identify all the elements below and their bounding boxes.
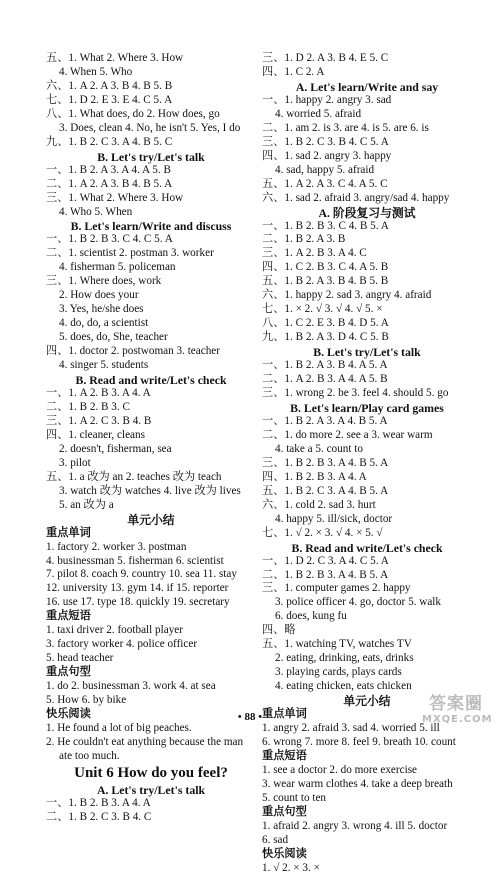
subsection-heading: 重点句型 <box>262 805 307 818</box>
page-number: • 88 • <box>237 711 263 723</box>
answer-line: 2. He couldn't eat anything because the man <box>46 735 244 748</box>
answer-line-continued: 5. an 改为 a <box>59 498 114 511</box>
subsection-heading: 快乐阅读 <box>46 707 91 720</box>
answer-line: 四、1. C 2. A <box>262 65 325 78</box>
section-heading: B. Let's try/Let's talk <box>97 149 205 164</box>
answer-line-continued: 4. take a 5. count to <box>275 442 363 455</box>
answer-line: 六、1. happy 2. sad 3. angry 4. afraid <box>262 289 432 302</box>
section-heading: 单元小结 <box>127 512 175 527</box>
answer-line: 四、1. cleaner, cleans <box>46 428 145 441</box>
answer-line: 三、1. A 2. C 3. B 4. B <box>46 414 152 427</box>
answer-line-continued: 4. worried 5. afraid <box>275 107 362 120</box>
answer-line: 六、1. A 2. A 3. B 4. B 5. B <box>46 79 173 92</box>
answer-line-continued: 4. happy 5. ill/sick, doctor <box>275 512 393 525</box>
answer-line: 一、1. B 2. B 3. A 4. A <box>46 796 151 809</box>
section-heading: B. Let's learn/Play card games <box>290 400 444 415</box>
answer-line: 1. He found a lot of big peaches. <box>46 721 192 734</box>
answer-line: 三、1. D 2. A 3. B 4. E 5. C <box>262 52 389 64</box>
unit-title: Unit 6 How do you feel? <box>74 764 228 781</box>
answer-line: 四、略 <box>262 624 296 637</box>
answer-line: 一、1. A 2. B 3. A 4. A <box>46 387 151 400</box>
section-heading: B. Read and write/Let's check <box>291 540 443 555</box>
answer-line: 五、1. A 2. A 3. C 4. A 5. C <box>262 177 388 190</box>
answer-line-continued: 3. pilot <box>59 456 91 469</box>
answer-line: 二、1. scientist 2. postman 3. worker <box>46 247 214 260</box>
answer-line-continued: 3. Yes, he/she does <box>59 303 144 316</box>
answer-line: 二、1. B 2. B 3. A 4. B 5. A <box>262 568 389 581</box>
answer-line: 三、1. wrong 2. be 3. feel 4. should 5. go <box>262 387 449 400</box>
answer-line: 五、1. a 改为 an 2. teaches 改为 teach <box>46 470 222 483</box>
answer-line: 六、1. sad 2. afraid 3. angry/sad 4. happy <box>262 191 450 204</box>
answer-line: 一、1. B 2. A 3. A 4. A 5. B <box>46 163 171 176</box>
answer-line: 二、1. A 2. B 3. A 4. A 5. B <box>262 373 388 386</box>
left-column <box>46 52 256 825</box>
answer-line: 三、1. A 2. B 3. A 4. C <box>262 247 367 260</box>
answer-line: 五、1. watching TV, watches TV <box>262 638 412 651</box>
answer-line: 七、1. √ 2. × 3. √ 4. × 5. √ <box>262 526 383 539</box>
answer-line: 三、1. What 2. Where 3. How <box>46 191 184 204</box>
answer-line: 四、1. doctor 2. postwoman 3. teacher <box>46 345 220 358</box>
answer-line: 5. count to ten <box>262 791 327 804</box>
section-heading: B. Let's learn/Write and discuss <box>70 219 232 234</box>
subsection-heading: 快乐阅读 <box>262 847 307 860</box>
answer-line: 三、1. computer games 2. happy <box>262 582 411 595</box>
answer-line: 一、1. B 2. A 3. B 4. A 5. A <box>262 359 388 372</box>
answer-line: 一、1. B 2. B 3. C 4. B 5. A <box>262 219 389 232</box>
answer-line: 九、1. B 2. C 3. A 4. B 5. C <box>46 135 173 148</box>
answer-line: 八、1. What does, do 2. How does, go <box>46 107 220 120</box>
subsection-heading: 重点单词 <box>46 526 91 539</box>
answer-line-continued: ate too much. <box>59 749 120 762</box>
answer-line: 八、1. C 2. E 3. B 4. D 5. A <box>262 317 389 330</box>
answer-line: 五、1. What 2. Where 3. How <box>46 52 184 64</box>
answer-line: 5. How 6. by bike <box>46 694 127 707</box>
watermark-logo <box>422 694 493 730</box>
answer-line: 6. wrong 7. more 8. feel 9. breath 10. count <box>262 735 456 748</box>
answer-line: 3. factory worker 4. police officer <box>46 638 198 651</box>
section-heading: B. Read and write/Let's check <box>75 373 227 388</box>
answer-line-continued: 3. police officer 4. go, doctor 5. walk <box>275 596 442 609</box>
answer-line: 七、1. D 2. E 3. E 4. C 5. A <box>46 93 173 106</box>
section-heading: A. Let's try/Let's talk <box>96 782 206 797</box>
right-column <box>262 52 472 876</box>
subsection-heading: 重点句型 <box>46 666 91 679</box>
answer-line: 二、1. A 2. A 3. B 4. B 5. A <box>46 177 173 190</box>
answer-line: 一、1. happy 2. angry 3. sad <box>262 93 392 106</box>
answer-line: 六、1. cold 2. sad 3. hurt <box>262 498 376 511</box>
answer-line: 二、1. B 2. C 3. B 4. C <box>46 810 152 823</box>
answer-line: 四、1. C 2. B 3. C 4. A 5. B <box>262 261 389 274</box>
answer-line: 四、1. sad 2. angry 3. happy <box>262 149 392 162</box>
answer-line: 5. head teacher <box>46 652 114 665</box>
answer-line: 一、1. B 2. A 3. A 4. B 5. A <box>262 414 388 427</box>
answer-line-continued: 4. do, do, a scientist <box>59 317 149 330</box>
answer-line: 一、1. B 2. B 3. C 4. C 5. A <box>46 233 173 246</box>
answer-line: 三、1. B 2. B 3. A 4. B 5. A <box>262 456 389 469</box>
answer-line-continued: 4. singer 5. students <box>59 359 149 372</box>
subsection-heading: 重点单词 <box>262 708 307 721</box>
answer-line: 7. pilot 8. coach 9. country 10. sea 11. stay <box>46 568 237 581</box>
answer-line: 16. use 17. type 18. quickly 19. secretary <box>46 596 230 609</box>
answer-line-continued: 2. eating, drinking, eats, drinks <box>275 652 414 665</box>
answer-line: 二、1. B 2. B 3. C <box>46 400 130 413</box>
answer-line-continued: 2. How does your <box>59 289 139 302</box>
answer-line: 四、1. B 2. B 3. A 4. A <box>262 470 367 483</box>
answer-line: 1. see a doctor 2. do more exercise <box>262 763 418 776</box>
answer-line: 4. businessman 5. fisherman 6. scientist <box>46 554 224 567</box>
answer-line-continued: 5. does, do, She, teacher <box>59 331 168 344</box>
answer-line: 1. angry 2. afraid 3. sad 4. worried 5. ill <box>262 722 440 735</box>
answer-line: 1. afraid 2. angry 3. wrong 4. ill 5. doctor <box>262 819 448 832</box>
section-heading: 单元小结 <box>343 694 391 709</box>
section-heading: A. 阶段复习与测试 <box>318 205 416 220</box>
answer-line: 三、1. B 2. C 3. B 4. C 5. A <box>262 135 389 148</box>
answer-line: 二、1. am 2. is 3. are 4. is 5. are 6. is <box>262 121 429 134</box>
answer-line: 二、1. do more 2. see a 3. wear warm <box>262 428 433 441</box>
answer-line-continued: 4. sad, happy 5. afraid <box>275 163 375 176</box>
answer-line: 九、1. B 2. A 3. D 4. C 5. B <box>262 331 389 344</box>
section-heading: A. Let's learn/Write and say <box>295 79 439 94</box>
answer-line-continued: 4. Who 5. When <box>59 205 133 218</box>
answer-line: 12. university 13. gym 14. if 15. reporter <box>46 582 229 595</box>
section-heading: B. Let's try/Let's talk <box>313 345 421 360</box>
answer-line-continued: 3. watch 改为 watches 4. live 改为 lives <box>59 484 241 497</box>
answer-line: 五、1. B 2. A 3. B 4. B 5. B <box>262 275 389 288</box>
subsection-heading: 重点短语 <box>46 610 91 623</box>
answer-line-continued: 4. eating chicken, eats chicken <box>275 680 412 693</box>
answer-line: 1. √ 2. × 3. × <box>262 861 320 874</box>
answer-line-continued: 6. does, kung fu <box>275 610 347 623</box>
answer-line: 1. factory 2. worker 3. postman <box>46 540 187 553</box>
answer-line: 七、1. × 2. √ 3. √ 4. √ 5. × <box>262 303 383 316</box>
answer-line: 6. sad <box>262 833 289 846</box>
answer-line: 二、1. B 2. A 3. B <box>262 233 346 246</box>
answer-line-continued: 4. When 5. Who <box>59 65 133 78</box>
subsection-heading: 重点短语 <box>262 749 307 762</box>
answer-line: 一、1. D 2. C 3. A 4. C 5. A <box>262 554 389 567</box>
answer-line: 1. taxi driver 2. football player <box>46 624 184 637</box>
answer-line-continued: 4. fisherman 5. policeman <box>59 261 176 274</box>
watermark-line-1: 答案圈 <box>429 694 483 714</box>
answer-line: 三、1. Where does, work <box>46 275 162 288</box>
watermark-line-2: MXQE.COM <box>422 714 493 725</box>
answer-line-continued: 3. Does, clean 4. No, he isn't 5. Yes, I do <box>59 121 241 134</box>
answer-line: 3. wear warm clothes 4. take a deep breath <box>262 777 453 790</box>
answer-line: 1. do 2. businessman 3. work 4. at sea <box>46 680 216 693</box>
answer-line-continued: 3. playing cards, plays cards <box>275 666 402 679</box>
answer-line: 五、1. B 2. C 3. A 4. B 5. A <box>262 484 389 497</box>
answer-line-continued: 2. doesn't, fisherman, sea <box>59 442 172 455</box>
